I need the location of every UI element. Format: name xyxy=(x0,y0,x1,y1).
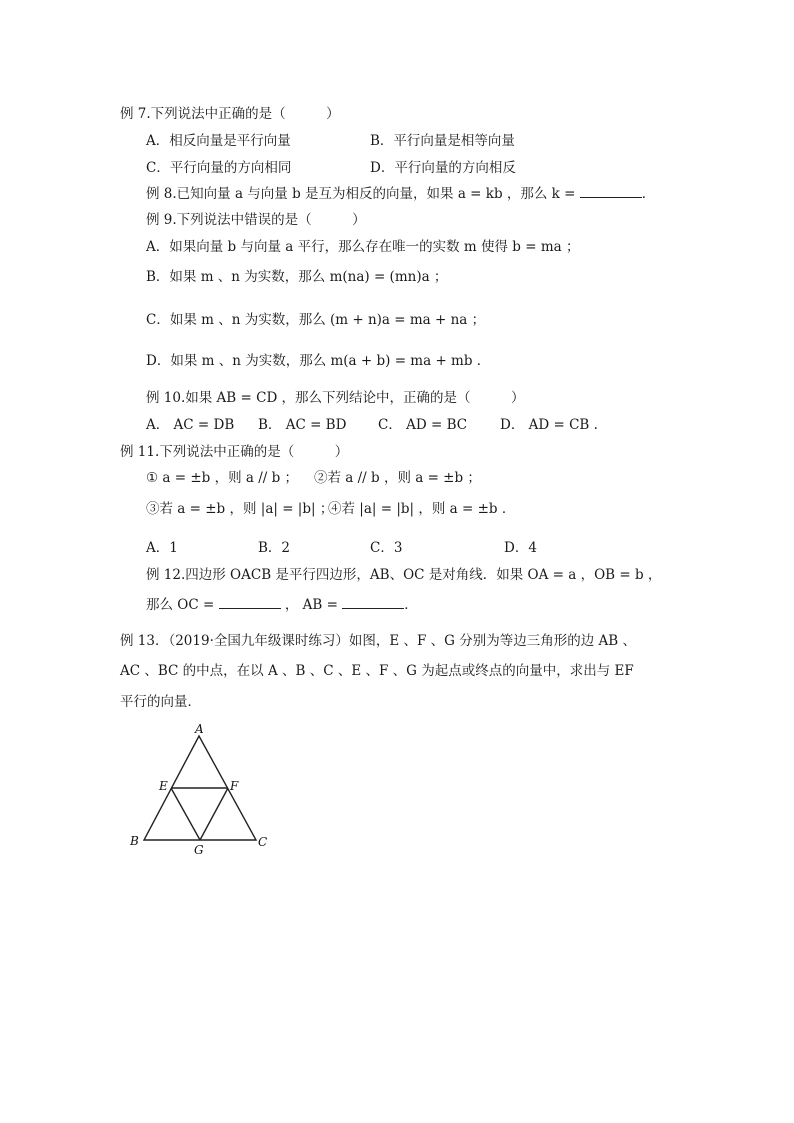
q7-stem: 例 7.下列说法中正确的是（ ） xyxy=(120,106,340,122)
label-b: B xyxy=(130,834,139,848)
q11-statement-2: ②若 a // b ，则 a = ±b ； xyxy=(314,470,481,486)
q7-option-b: B．平行向量是相等向量 xyxy=(370,133,515,149)
q11-option-a: A．1 xyxy=(146,540,178,556)
q12-ab-label: ， AB = xyxy=(284,597,338,613)
q12-end: ． xyxy=(404,597,418,613)
q8-answer-blank[interactable] xyxy=(580,185,642,198)
q11-option-c: C．3 xyxy=(370,540,403,556)
q9-option-d: D．如果 m 、n 为实数，那么 m(a + b) = ma + mb ． xyxy=(146,353,491,369)
q9-stem: 例 9.下列说法中错误的是（ ） xyxy=(146,212,366,228)
q12-oc-label: 那么 OC = xyxy=(146,597,215,613)
q10-option-c: C． AD = BC xyxy=(378,417,468,433)
q8-end: ． xyxy=(641,186,656,202)
q12-stem: 例 12.四边形 OACB 是平行四边形，AB、OC 是对角线．如果 OA = a ，OB = b ， xyxy=(146,567,662,583)
q10-option-a: A． AC = DB xyxy=(146,417,235,433)
q12-oc-blank[interactable] xyxy=(219,596,281,609)
q11-statement-4: ④若 |a| = |b| ，则 a = ±b ． xyxy=(328,501,516,517)
segment-eg xyxy=(171,788,200,840)
q11-statement-3: ③若 a = ±b ，则 |a| = |b| ； xyxy=(146,501,334,517)
q11-option-b: B．2 xyxy=(258,540,291,556)
q8-stem-text: 例 8.已知向量 a 与向量 b 是互为相反的向量，如果 a = kb ，那么 k = xyxy=(146,186,576,202)
q13-line-1: 例 13．（2019·全国九年级课时练习）如图，E 、F 、G 分别为等边三角形的边 AB 、 xyxy=(120,633,636,649)
q13-line-2: AC 、BC 的中点，在以 A 、B 、C 、E 、F 、G 为起点或终点的向量中，求出与 EF xyxy=(120,663,634,679)
q9-option-b: B．如果 m 、n 为实数，那么 m(na) = (mn)a ； xyxy=(146,269,448,285)
q10-option-d: D． AD = CB . xyxy=(500,417,598,433)
label-f: F xyxy=(230,779,239,793)
q10-option-b: B． AC = BD xyxy=(258,417,347,433)
label-g: G xyxy=(194,843,204,857)
label-c: C xyxy=(258,835,268,849)
q12-line2 xyxy=(146,596,418,614)
q7-option-d: D．平行向量的方向相反 xyxy=(370,160,516,176)
q13-line-3: 平行的向量． xyxy=(120,694,201,710)
q7-option-c: C．平行向量的方向相同 xyxy=(146,160,292,176)
label-a: A xyxy=(195,722,204,736)
q11-statement-1: ① a = ±b ，则 a // b ； xyxy=(146,470,299,486)
q9-option-c: C．如果 m 、n 为实数，那么 (m + n)a = ma + na ； xyxy=(146,312,486,328)
q11-option-d: D．4 xyxy=(504,540,537,556)
q8-stem xyxy=(146,185,655,203)
triangle-figure xyxy=(126,722,276,858)
q12-ab-blank[interactable] xyxy=(342,596,404,609)
q7-option-a: A．相反向量是平行向量 xyxy=(146,133,291,149)
q9-option-a: A．如果向量 b 与向量 a 平行，那么存在唯一的实数 m 使得 b = ma ； xyxy=(146,239,580,255)
q11-stem: 例 11.下列说法中正确的是（ ） xyxy=(120,444,349,460)
q10-stem: 例 10.如果 AB = CD ，那么下列结论中，正确的是（ ） xyxy=(146,390,525,406)
segment-fg xyxy=(200,788,228,840)
label-e: E xyxy=(159,779,168,793)
